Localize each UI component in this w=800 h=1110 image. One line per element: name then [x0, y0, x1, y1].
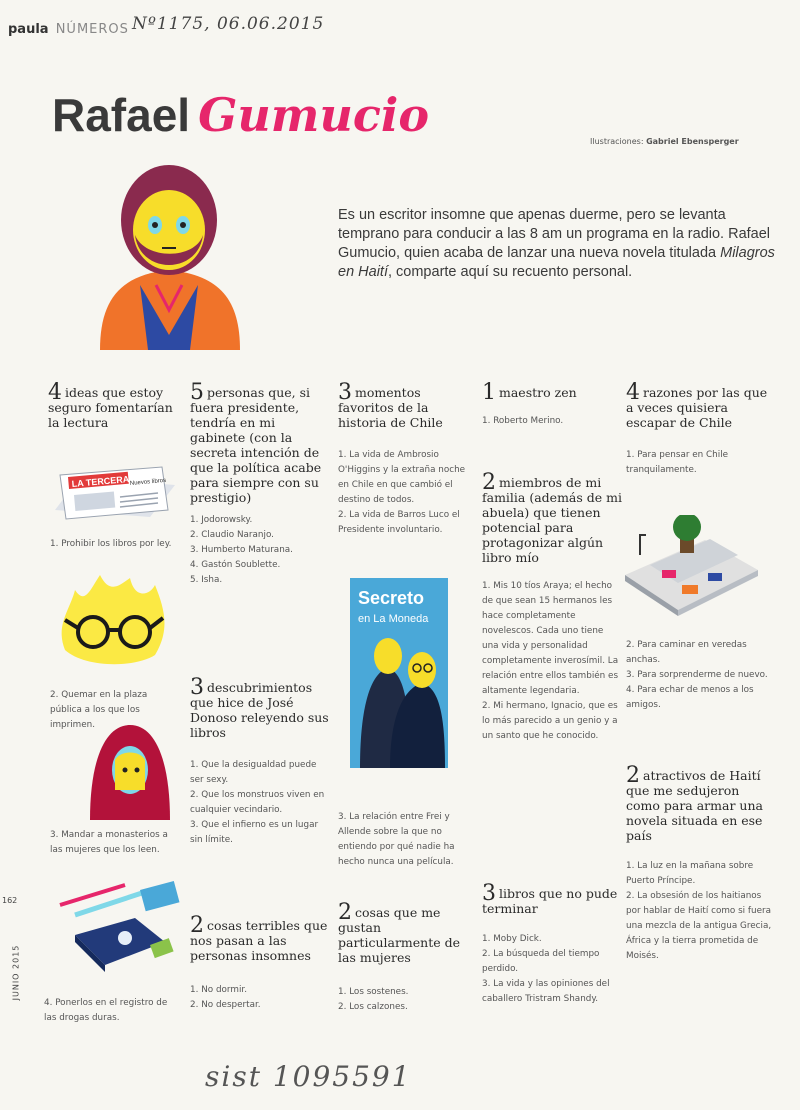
list-cosas-insomnes: [190, 913, 332, 1013]
list-heading: [482, 470, 622, 565]
list-heading: [626, 380, 774, 430]
list-item: 3. Humberto Maturana.: [190, 545, 293, 555]
intro-book-title: Milagros en Haití: [338, 245, 775, 280]
list-number: 4: [48, 380, 62, 405]
list-item: 1. Prohibir los libros por ley.: [50, 539, 172, 549]
nun-illustration: [85, 720, 175, 820]
list-maestro-zen: [482, 380, 622, 429]
list-heading: [48, 380, 188, 430]
list-number: 5: [190, 380, 204, 405]
list-heading-text: miembros de mi familia (además de mi abuela) que tienen potencial para protagonizar algún libro mío: [482, 475, 622, 565]
credit-name: Gabriel Ebensperger: [646, 137, 739, 146]
list-number: 2: [338, 900, 352, 925]
list-heading-text: ideas que estoy seguro fomentarían la lectura: [48, 385, 173, 430]
section-name: NÚMEROS: [55, 22, 129, 37]
handwritten-archive-code: sist 1095591: [205, 1060, 412, 1093]
newspaper-subhead: Nuevos libros: [129, 477, 167, 487]
handwritten-issue-note: Nº1175, 06.06.2015: [132, 14, 325, 34]
list-item: 5. Isha.: [190, 575, 223, 585]
list-items: [482, 414, 622, 429]
portrait-illustration: [80, 150, 258, 350]
list-number: 3: [482, 881, 496, 906]
list-item: 1. Moby Dick.: [482, 934, 542, 944]
list-number: 3: [190, 675, 204, 700]
page-number: 162: [2, 896, 18, 905]
list-heading-text: libros que no pude terminar: [482, 886, 618, 916]
list-heading-text: cosas terribles que nos pasan a las personas insomnes: [190, 918, 328, 963]
list-item: 3. Para sorprenderme de nuevo.: [626, 670, 768, 680]
list-item: 4. Gastón Soublette.: [190, 560, 281, 570]
list-heading: [626, 763, 774, 843]
list-items: [338, 448, 478, 538]
list-atractivos-haiti: [626, 763, 774, 964]
list-number: 3: [338, 380, 352, 405]
intro-paragraph: [338, 206, 778, 282]
masthead: [8, 22, 129, 37]
list-heading-text: cosas que me gustan particularmente de las mujeres: [338, 905, 461, 965]
list-items: [482, 579, 622, 744]
list-item: 1. No dormir.: [190, 985, 247, 995]
brand-name: paula: [8, 22, 49, 37]
list-heading: [482, 380, 622, 405]
list-items: [626, 638, 776, 713]
list-miembros-familia: [482, 470, 622, 744]
list-descubrimientos-donoso: [190, 675, 332, 848]
list-heading: [338, 380, 478, 430]
list-items: [190, 983, 332, 1013]
list-heading: [482, 881, 622, 916]
list-item: 2. La búsqueda del tiempo perdido.: [482, 949, 600, 974]
list-item: 2. La vida de Barros Luco el Presidente involuntario.: [338, 510, 460, 535]
list-item: 2. No despertar.: [190, 1000, 261, 1010]
list-item: 2. Los calzones.: [338, 1002, 408, 1012]
list-number: 4: [626, 380, 640, 405]
list-heading-text: atractivos de Haití que me sedujeron como para armar una novela situada en ese país: [626, 768, 763, 843]
list-item: 3. Mandar a monasterios a las mujeres que los leen.: [50, 830, 168, 855]
credit-prefix: Ilustraciones:: [590, 137, 644, 146]
book-cover-illustration: [350, 578, 448, 768]
drugs-book-illustration: [55, 880, 180, 975]
list-items: [338, 985, 468, 1015]
list-heading-text: personas que, si fuera presidente, tendría en mi gabinete (con la secreta intención de que la política acabe para siempre con su prestigio): [190, 385, 322, 505]
list-item: 1. Que la desigualdad puede ser sexy.: [190, 760, 317, 785]
list-item: 4. Ponerlos en el registro de las drogas duras.: [44, 998, 168, 1023]
list-item: 3. La relación entre Frei y Allende sobre la que no entiendo por qué nadie ha hecho nunca una película.: [338, 812, 455, 867]
list-heading-text: momentos favoritos de la historia de Chile: [338, 385, 443, 430]
page-title: [52, 88, 430, 142]
list-item: 1. Roberto Merino.: [482, 416, 564, 426]
list-heading-text: maestro zen: [499, 385, 577, 400]
list-item: 1. Jodorowsky.: [190, 515, 253, 525]
title-first-name: Rafael: [52, 89, 191, 141]
list-item: 2. La obsesión de los haitianos por hablar de Haití como si fuera una mezcla de la antigua Grecia, África y la tierra prometida de Moisés.: [626, 891, 772, 961]
list-item: 2. Quemar en la plaza pública a los que los imprimen.: [50, 690, 148, 730]
list-item: 1. Los sostenes.: [338, 987, 409, 997]
title-last-name: Gumucio: [198, 88, 430, 142]
list-heading: [190, 675, 332, 740]
list-item: 2. Que los monstruos viven en cualquier vecindario.: [190, 790, 325, 815]
list-items: [482, 932, 622, 1007]
issue-date: JUNIO 2015: [11, 944, 21, 1001]
newspaper-masthead: LA TERCERA: [71, 474, 130, 489]
list-heading-text: descubrimientos que hice de José Donoso releyendo sus libros: [190, 680, 329, 740]
list-item: 1. Para pensar en Chile tranquilamente.: [626, 450, 729, 475]
list-item: 4. Para echar de menos a los amigos.: [626, 685, 754, 710]
list-items: [190, 513, 332, 588]
list-item: 1. Mis 10 tíos Araya; el hecho de que sean 15 hermanos les hace completamente novelescos. Cada uno tiene una vida y personalidad completamente inverosímil. La relación entre ellos también es altamente legendaria.: [482, 581, 619, 696]
list-personas-gabinete: [190, 380, 332, 588]
list-number: 2: [626, 763, 640, 788]
intro-text-2: , comparte aquí su recuento personal.: [387, 264, 633, 280]
list-item: 1. La luz en la mañana sobre Puerto Príncipe.: [626, 861, 754, 886]
book-cover-subtitle: en La Moneda: [358, 613, 429, 625]
list-cosas-mujeres: [338, 900, 468, 1015]
list-heading-text: razones por las que a veces quisiera escapar de Chile: [626, 385, 768, 430]
book-cover-title: Secreto: [358, 588, 425, 608]
list-number: 1: [482, 380, 496, 405]
burning-glasses-illustration: [55, 570, 170, 670]
list-heading: [190, 913, 332, 963]
list-items: [44, 996, 174, 1026]
list-heading: [190, 380, 332, 505]
list-item: 3. La vida y las opiniones del caballero Tristram Shandy.: [482, 979, 610, 1004]
list-items: [190, 758, 332, 848]
list-libros-no-terminados: [482, 881, 622, 1007]
list-razones-escapar: [626, 380, 774, 478]
list-item: 2. Claudio Naranjo.: [190, 530, 274, 540]
list-item: 2. Mi hermano, Ignacio, que es lo más parecido a un genio y a un santo que he conocido.: [482, 701, 618, 741]
list-number: 2: [190, 913, 204, 938]
list-item: 2. Para caminar en veredas anchas.: [626, 640, 747, 665]
illustration-credit: [590, 137, 739, 146]
newspaper-illustration: [50, 455, 180, 527]
list-items: [50, 537, 190, 552]
list-items: [338, 810, 468, 870]
list-items: [50, 828, 170, 858]
list-momentos-historia: [338, 380, 478, 538]
list-item: 1. La vida de Ambrosio O'Higgins y la extraña noche en Chile en que cambió el destino de todos.: [338, 450, 466, 505]
list-number: 2: [482, 470, 496, 495]
list-items: [626, 859, 774, 964]
list-items: [626, 448, 774, 478]
city-block-illustration: [620, 515, 760, 620]
list-item: 3. Que el infierno es un lugar sin límite.: [190, 820, 319, 845]
list-heading: [338, 900, 468, 965]
list-ideas-lectura: [48, 380, 188, 430]
intro-text-1: Es un escritor insomne que apenas duerme, pero se levanta temprano para conducir a las 8 am un programa en la radio. Rafael Gumucio, quien acaba de lanzar una nueva novela titulada: [338, 207, 771, 261]
